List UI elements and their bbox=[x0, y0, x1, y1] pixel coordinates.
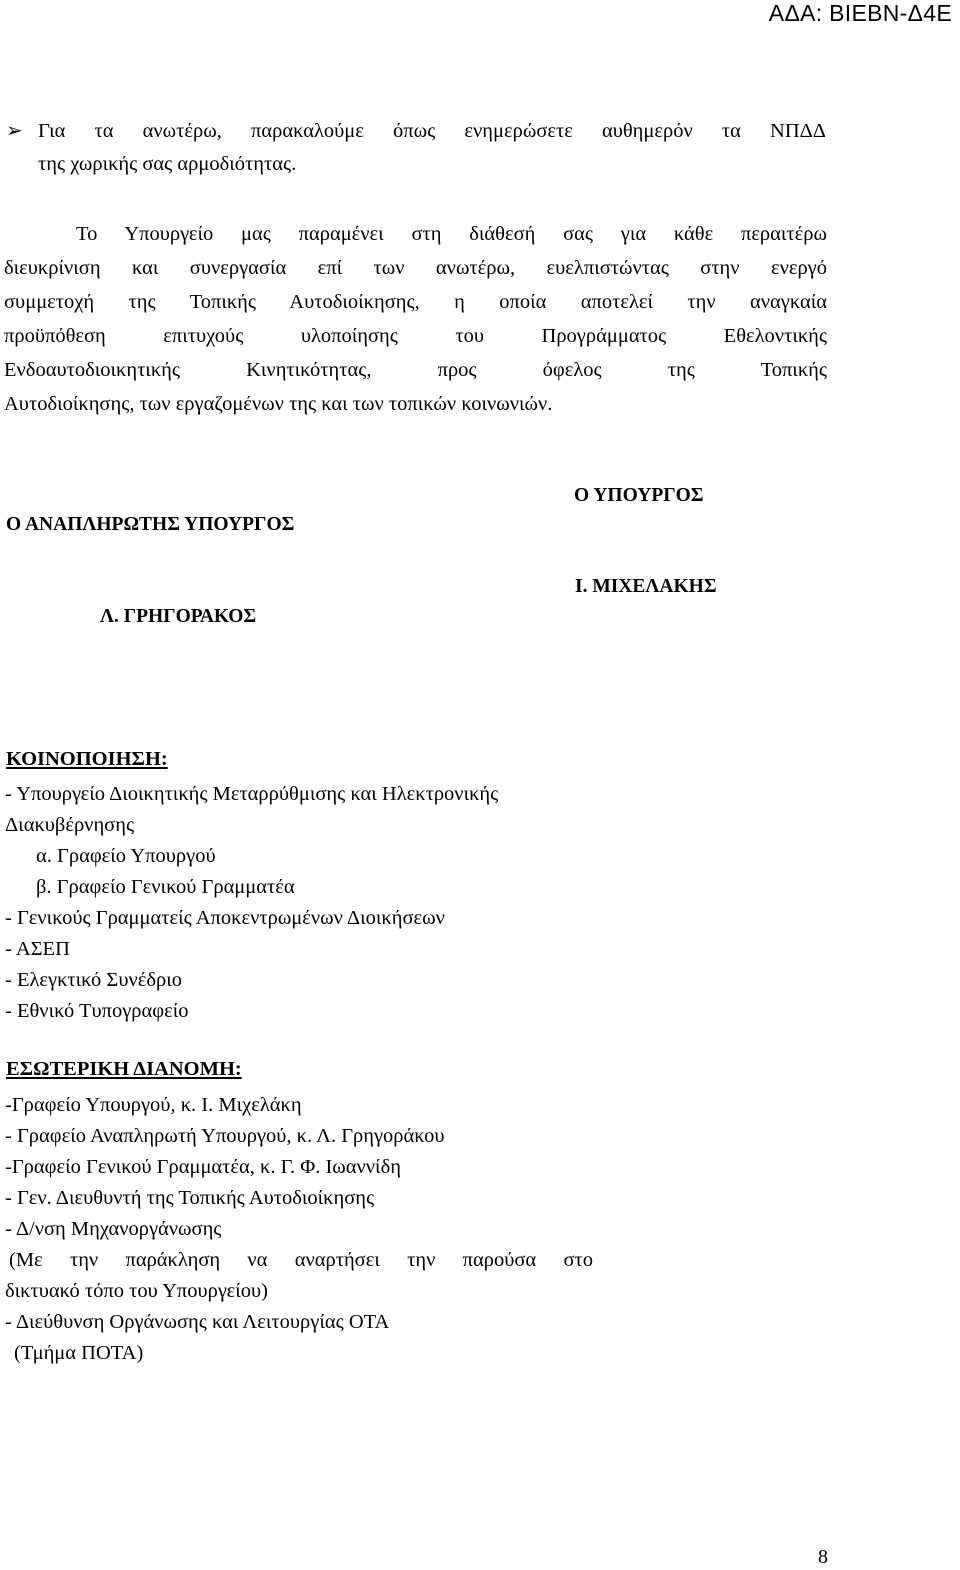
koinopoiisi-item: α. Γραφείο Υπουργού bbox=[36, 845, 216, 867]
koinopoiisi-item: - Εθνικό Τυπογραφείο bbox=[5, 1000, 189, 1022]
dianomi-heading: ΕΣΩΤΕΡΙΚΗ ΔΙΑΝΟΜΗ: bbox=[6, 1058, 242, 1080]
koinopoiisi-item: - ΑΣΕΠ bbox=[5, 938, 70, 960]
minister-title: Ο ΥΠΟΥΡΓΟΣ bbox=[574, 485, 704, 506]
dianomi-item: - Δ/νση Μηχανοργάνωσης bbox=[5, 1218, 222, 1240]
bullet-text-line-2: της χωρικής σας αρμοδιότητας. bbox=[38, 153, 297, 175]
paragraph-line-5: Ενδοαυτοδιοικητικής Κινητικότητας, προς όφελος της Τοπικής bbox=[4, 359, 827, 381]
paragraph-line-4: προϋπόθεση επιτυχούς υλοποίησης του Προγράμματος Εθελοντικής bbox=[4, 325, 827, 347]
koinopoiisi-item: - Ελεγκτικό Συνέδριο bbox=[5, 969, 183, 991]
koinopoiisi-item: Διακυβέρνησης bbox=[5, 814, 135, 836]
page-number: 8 bbox=[818, 1546, 828, 1568]
koinopoiisi-item: - Υπουργείο Διοικητικής Μεταρρύθμισης και Ηλεκτρονικής bbox=[5, 783, 499, 805]
ada-code: ΑΔΑ: ΒΙΕΒΝ-Δ4Ε bbox=[768, 0, 952, 26]
deputy-minister-name: Λ. ΓΡΗΓΟΡΑΚΟΣ bbox=[100, 606, 257, 627]
dianomi-item: - Διεύθυνση Οργάνωσης και Λειτουργίας ΟΤΑ bbox=[5, 1311, 390, 1333]
dianomi-item: -Γραφείο Γενικού Γραμματέα, κ. Γ. Φ. Ιωαννίδη bbox=[5, 1156, 401, 1178]
paragraph-line-2: διευκρίνιση και συνεργασία επί των ανωτέρω, ευελπιστώντας στην ενεργό bbox=[4, 257, 827, 279]
arrow-bullet-icon: ➢ bbox=[6, 118, 23, 142]
deputy-minister-title: Ο ΑΝΑΠΛΗΡΩΤΗΣ ΥΠΟΥΡΓΟΣ bbox=[6, 514, 295, 535]
dianomi-item: (Με την παράκληση να αναρτήσει την παρούσα στο bbox=[9, 1249, 593, 1271]
koinopoiisi-item: - Γενικούς Γραμματείς Αποκεντρωμένων Διοικήσεων bbox=[5, 907, 445, 929]
dianomi-item: - Γεν. Διευθυντή της Τοπικής Αυτοδιοίκησης bbox=[5, 1187, 375, 1209]
paragraph-line-1: Το Υπουργείο μας παραμένει στη διάθεσή σας για κάθε περαιτέρω bbox=[76, 223, 827, 245]
koinopoiisi-item: β. Γραφείο Γενικού Γραμματέα bbox=[36, 876, 295, 898]
dianomi-item: δικτυακό τόπο του Υπουργείου) bbox=[5, 1280, 268, 1302]
paragraph-line-3: συμμετοχή της Τοπικής Αυτοδιοίκησης, η οποία αποτελεί την αναγκαία bbox=[4, 291, 827, 313]
minister-name: Ι. ΜΙΧΕΛΑΚΗΣ bbox=[575, 576, 717, 597]
dianomi-item: (Τμήμα ΠΟΤΑ) bbox=[14, 1342, 144, 1364]
paragraph-line-6: Αυτοδιοίκησης, των εργαζομένων της και των τοπικών κοινωνιών. bbox=[4, 393, 553, 415]
dianomi-item: - Γραφείο Αναπληρωτή Υπουργού, κ. Λ. Γρηγοράκου bbox=[5, 1125, 445, 1147]
dianomi-item: -Γραφείο Υπουργού, κ. Ι. Μιχελάκη bbox=[5, 1094, 302, 1116]
koinopoiisi-heading: ΚΟΙΝΟΠΟΙΗΣΗ: bbox=[6, 748, 168, 770]
bullet-text-line-1: Για τα ανωτέρω, παρακαλούμε όπως ενημερώσετε αυθημερόν τα ΝΠΔΔ bbox=[38, 120, 826, 142]
